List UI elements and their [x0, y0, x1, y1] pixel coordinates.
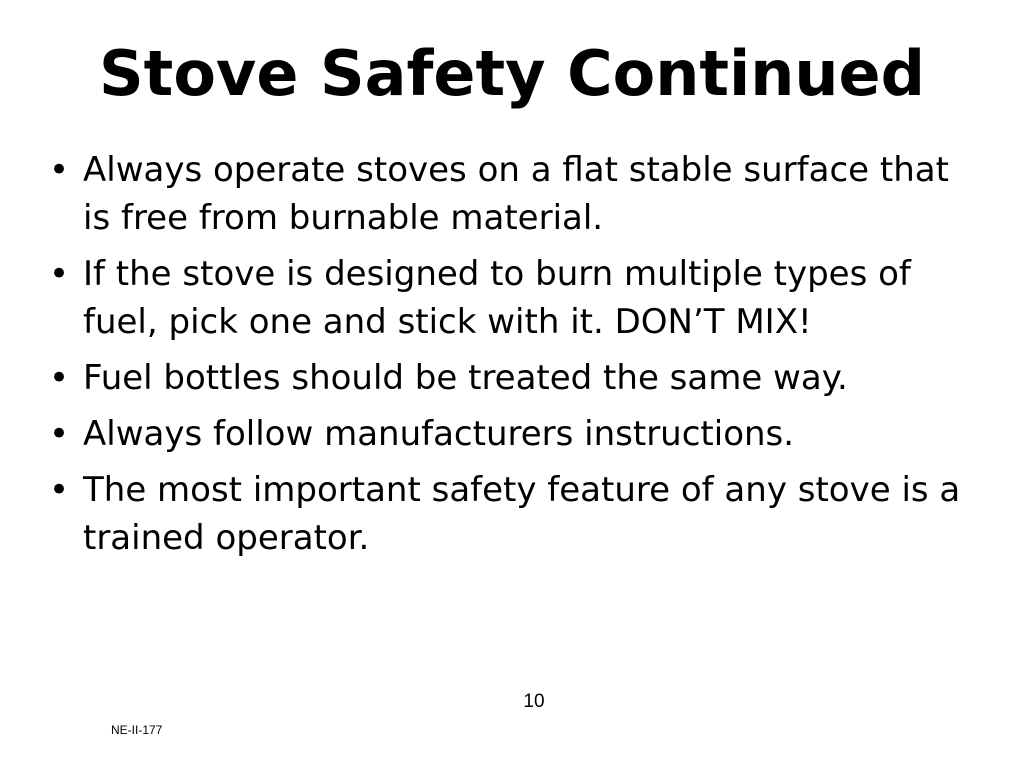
page-number: 10	[523, 691, 545, 712]
bullet-item	[45, 146, 985, 242]
bullet-item	[45, 466, 985, 562]
footer-code: NE-II-177	[111, 723, 163, 737]
bullet-marker: •	[49, 254, 70, 294]
bullet-text: If the stove is designed to burn multiple types of fuel, pick one and stick with it. DON’T MIX!	[83, 254, 911, 342]
bullet-item	[45, 410, 985, 458]
bullet-item	[45, 250, 985, 346]
bullet-marker: •	[49, 414, 70, 454]
bullet-text: Always operate stoves on a flat stable surface that is free from burnable material.	[83, 150, 949, 238]
slide-title: Stove Safety Continued	[99, 37, 925, 110]
bullet-text: Always follow manufacturers instructions.	[83, 414, 795, 454]
bullet-text: The most important safety feature of any stove is a trained operator.	[83, 470, 961, 558]
bullet-marker: •	[49, 358, 70, 398]
bullet-marker: •	[49, 150, 70, 190]
bullet-item	[45, 354, 985, 402]
bullet-list	[45, 146, 985, 570]
bullet-marker: •	[49, 470, 70, 510]
bullet-text: Fuel bottles should be treated the same way.	[83, 358, 848, 398]
